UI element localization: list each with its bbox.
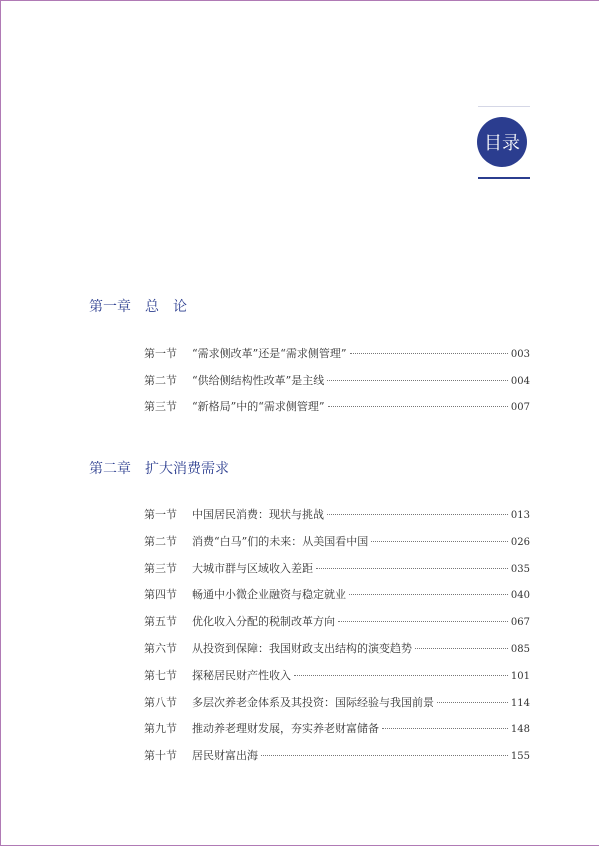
dot-leader bbox=[327, 514, 508, 515]
chapter-2-section-list bbox=[144, 506, 530, 774]
toc-entry[interactable] bbox=[144, 533, 530, 560]
page-number: 013 bbox=[510, 510, 530, 521]
toc-badge: 目录 bbox=[477, 117, 527, 167]
page-number: 004 bbox=[510, 375, 530, 387]
dot-leader bbox=[338, 621, 508, 622]
toc-entry[interactable] bbox=[144, 747, 530, 774]
header-bottom-rule bbox=[478, 177, 530, 179]
page-number: 067 bbox=[510, 617, 530, 629]
page-number: 035 bbox=[510, 563, 530, 575]
toc-entry[interactable] bbox=[144, 345, 530, 372]
section-number: 第十节 bbox=[144, 749, 177, 763]
dot-leader bbox=[437, 702, 508, 703]
page-number: 026 bbox=[510, 536, 530, 548]
section-title: 消费“白马”们的未来：从美国看中国 bbox=[192, 534, 369, 548]
section-number: 第七节 bbox=[144, 668, 177, 682]
toc-entry[interactable] bbox=[144, 372, 530, 399]
page-number: 007 bbox=[510, 402, 530, 413]
section-number: 第四节 bbox=[144, 588, 177, 602]
section-title: 优化收入分配的税制改革方向 bbox=[192, 615, 335, 629]
section-number: 第五节 bbox=[144, 615, 177, 629]
page-number: 114 bbox=[510, 697, 530, 709]
dot-leader bbox=[349, 594, 508, 595]
section-number: 第三节 bbox=[144, 400, 177, 413]
section-title: “新格局”中的“需求侧管理” bbox=[192, 400, 325, 413]
header-top-rule bbox=[478, 106, 530, 107]
page-number: 003 bbox=[510, 349, 530, 360]
page-number: 040 bbox=[510, 590, 530, 602]
chapter-title: 第一章 总 论 bbox=[89, 299, 187, 315]
section-number: 第六节 bbox=[144, 641, 177, 655]
dot-leader bbox=[350, 353, 508, 354]
toc-entry[interactable] bbox=[144, 586, 530, 613]
toc-entry[interactable] bbox=[144, 640, 530, 667]
section-title: 从投资到保障：我国财政支出结构的演变趋势 bbox=[192, 641, 412, 655]
page-number: 155 bbox=[510, 751, 530, 763]
toc-entry[interactable] bbox=[144, 506, 530, 533]
dot-leader bbox=[371, 541, 508, 542]
dot-leader bbox=[294, 675, 508, 676]
section-title: 推动养老理财发展，夯实养老财富储备 bbox=[192, 722, 379, 736]
page-number: 101 bbox=[510, 670, 530, 682]
toc-entry[interactable] bbox=[144, 720, 530, 747]
dot-leader bbox=[415, 648, 508, 649]
section-number: 第九节 bbox=[144, 722, 177, 736]
section-number: 第一节 bbox=[144, 508, 177, 521]
chapter-1-section-list bbox=[144, 345, 530, 425]
chapter-title: 第二章 扩大消费需求 bbox=[89, 461, 229, 477]
toc-entry[interactable] bbox=[144, 667, 530, 694]
section-number: 第二节 bbox=[144, 534, 177, 548]
section-number: 第八节 bbox=[144, 695, 177, 709]
section-title: 多层次养老金体系及其投资：国际经验与我国前景 bbox=[192, 695, 434, 709]
dot-leader bbox=[382, 728, 508, 729]
section-number: 第二节 bbox=[144, 373, 177, 387]
section-title: “供给侧结构性改革”是主线 bbox=[192, 373, 325, 387]
section-title: 大城市群与区域收入差距 bbox=[192, 561, 313, 575]
toc-entry[interactable] bbox=[144, 694, 530, 721]
dot-leader bbox=[261, 755, 508, 756]
dot-leader bbox=[316, 568, 508, 569]
section-title: 中国居民消费：现状与挑战 bbox=[192, 508, 324, 521]
page-number: 148 bbox=[510, 724, 530, 736]
section-title: 探秘居民财产性收入 bbox=[192, 668, 291, 682]
section-title: 畅通中小微企业融资与稳定就业 bbox=[192, 588, 346, 602]
dot-leader bbox=[328, 406, 508, 407]
page-number: 085 bbox=[510, 643, 530, 655]
section-title: “需求侧改革”还是“需求侧管理” bbox=[192, 347, 347, 360]
section-number: 第一节 bbox=[144, 347, 177, 360]
dot-leader bbox=[327, 380, 508, 381]
section-title: 居民财富出海 bbox=[192, 749, 258, 763]
toc-entry[interactable] bbox=[144, 613, 530, 640]
toc-entry[interactable] bbox=[144, 398, 530, 425]
section-number: 第三节 bbox=[144, 561, 177, 575]
toc-entry[interactable] bbox=[144, 560, 530, 587]
